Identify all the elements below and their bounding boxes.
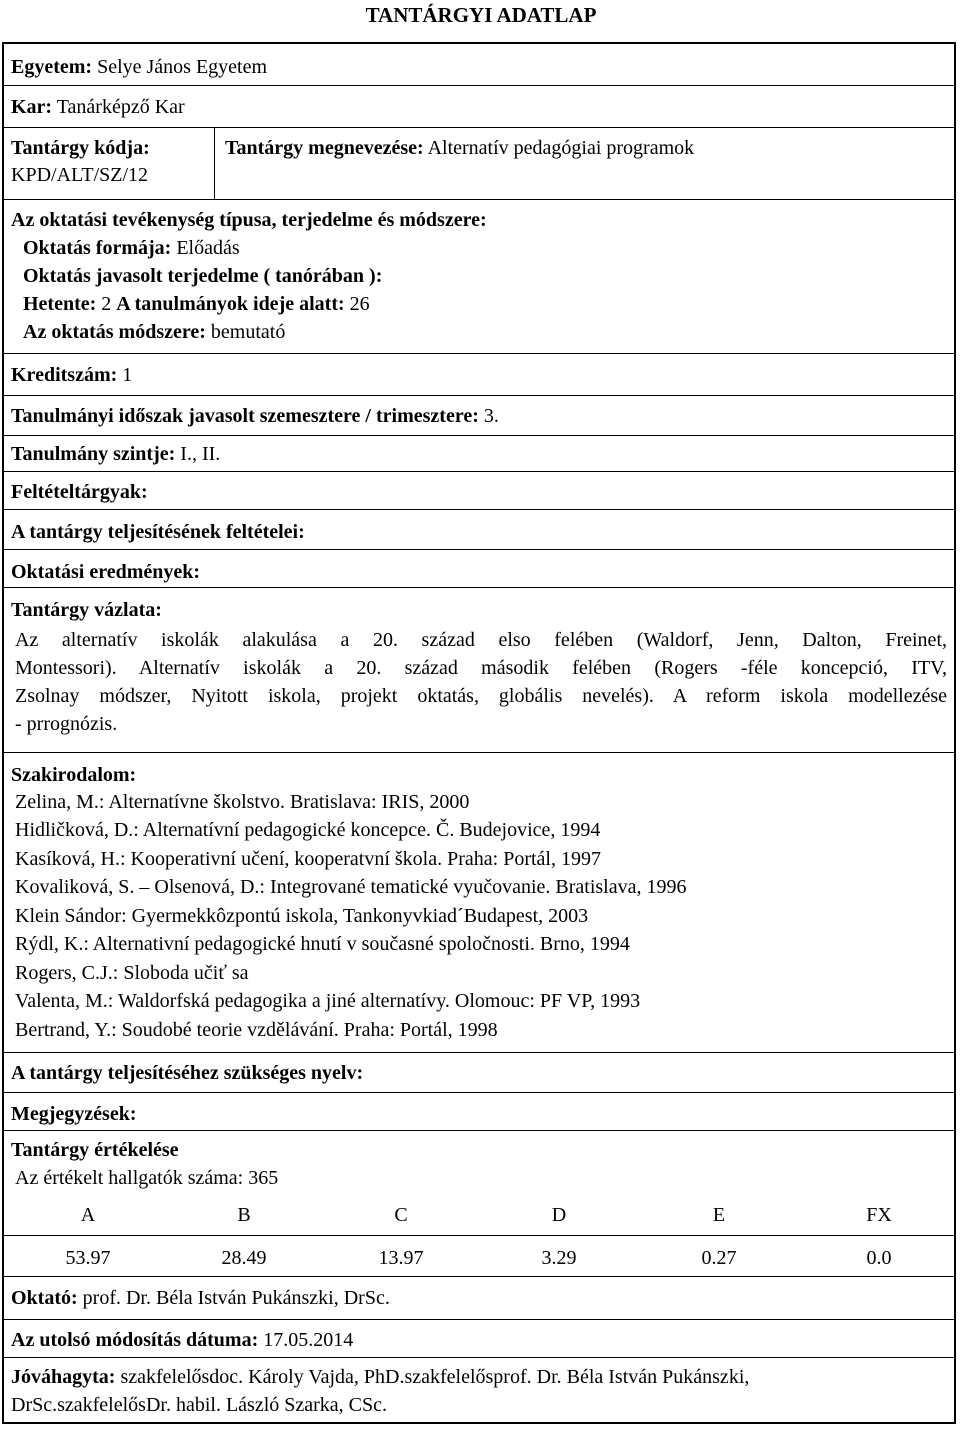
credits-label: Kreditszám: <box>11 364 118 386</box>
literature-item: Bertrand, Y.: Soudobé teorie vzdělávání. Praha: Portál, 1998 <box>15 1019 498 1041</box>
semester-row <box>4 396 954 436</box>
teacher-label: Oktató: <box>11 1287 78 1309</box>
literature-item: Hidličková, D.: Alternatívní pedagogické koncepce. Č. Budejovice, 1994 <box>15 819 601 841</box>
level-row <box>4 436 954 472</box>
total-value: 26 <box>349 293 370 315</box>
semester-value: 3. <box>483 405 499 427</box>
faculty-value: Tanárképző Kar <box>56 96 185 118</box>
course-name-value: Alternatív pedagógiai programok <box>427 137 695 159</box>
requirements-row <box>4 510 954 550</box>
approved-line-2: DrSc.szakfelelősDr. habil. László Szarka, CSc. <box>11 1394 388 1416</box>
literature-item: Rogers, C.J.: Sloboda učiť sa <box>15 962 249 984</box>
notes-row <box>4 1093 954 1131</box>
outline-line: Az alternatív iskolák alakulása a 20. század elso felében (Waldorf, Jenn, Dalton, Freinet, <box>15 629 947 651</box>
grade-table <box>4 1193 954 1277</box>
literature-item: Kasíková, H.: Kooperativní učení, kooperatvní škola. Praha: Portál, 1997 <box>15 848 601 870</box>
grade-value: 3.29 <box>541 1247 577 1269</box>
literature-row <box>4 753 954 1053</box>
teaching-form-label: Oktatás formája: <box>23 237 172 259</box>
total-label: A tanulmányok ideje alatt: <box>116 293 345 315</box>
outline-line: Zsolnay módszer, Nyitott iskola, projekt oktatás, globális nevelés). A reform iskola modellezése <box>15 685 947 707</box>
modified-value: 17.05.2014 <box>263 1329 354 1351</box>
course-code-cell <box>4 128 215 199</box>
credits-row <box>4 354 954 396</box>
method-label: Az oktatás módszere: <box>23 321 206 343</box>
teaching-row <box>4 200 954 354</box>
literature-item: Zelina, M.: Alternatívne školstvo. Bratislava: IRIS, 2000 <box>15 791 470 813</box>
literature-item: Klein Sándor: Gyermekkôzpontú iskola, Tankonyvkiad´Budapest, 2003 <box>15 905 589 927</box>
literature-item: Kovaliková, S. – Olsenová, D.: Integrované tematické vyučovanie. Bratislava, 1996 <box>15 876 687 898</box>
modified-label: Az utolsó módosítás dátuma: <box>11 1329 259 1351</box>
outline-line: Montessori). Alternatív iskolák a 20. század második felében (Rogers -féle koncepció, ITV, <box>15 657 947 679</box>
evaluation-row <box>4 1131 954 1320</box>
modified-row <box>4 1320 954 1358</box>
approved-row <box>4 1358 954 1422</box>
grade-header: C <box>394 1204 408 1226</box>
outline-row <box>4 588 954 753</box>
requirements-label: A tantárgy teljesítésének feltételei: <box>11 521 305 543</box>
approved-line-1: szakfelelősdoc. Károly Vajda, PhD.szakfelelősprof. Dr. Béla István Pukánszki, <box>120 1366 750 1388</box>
page-title: TANTÁRGYI ADATLAP <box>365 3 597 27</box>
grade-header: FX <box>866 1204 892 1226</box>
weekly-label: Hetente: <box>23 293 97 315</box>
course-name-label: Tantárgy megnevezése: <box>225 137 424 159</box>
credits-value: 1 <box>122 364 133 386</box>
literature-item: Rýdl, K.: Alternativní pedagogické hnutí v současné spoločnosti. Brno, 1994 <box>15 933 630 955</box>
approved-label: Jóváhagyta: <box>11 1366 116 1388</box>
semester-label: Tanulmányi időszak javasolt szemesztere / trimesztere: <box>11 405 479 427</box>
teaching-heading: Az oktatási tevékenység típusa, terjedelme és módszere: <box>11 209 487 231</box>
evaluation-label: Tantárgy értékelése <box>11 1139 179 1161</box>
language-label: A tantárgy teljesítéséhez szükséges nyelv: <box>11 1062 364 1084</box>
outcomes-row <box>4 550 954 588</box>
teaching-form-value: Előadás <box>176 237 240 259</box>
weekly-value: 2 <box>101 293 112 315</box>
faculty-label: Kar: <box>11 96 53 118</box>
prerequisites-row <box>4 472 954 510</box>
course-sheet <box>2 42 956 1424</box>
grade-value: 0.27 <box>701 1247 737 1269</box>
course-name-cell <box>215 128 954 199</box>
language-row <box>4 1053 954 1093</box>
literature-label: Szakirodalom: <box>11 764 137 786</box>
outline-label: Tantárgy vázlata: <box>11 599 162 621</box>
course-code-label: Tantárgy kódja: <box>11 137 150 159</box>
level-label: Tanulmány szintje: <box>11 443 176 465</box>
course-row <box>4 128 954 200</box>
grade-value: 53.97 <box>65 1247 111 1269</box>
university-row <box>4 44 954 86</box>
grade-value: 13.97 <box>378 1247 424 1269</box>
grade-header: B <box>237 1204 251 1226</box>
grade-header: E <box>712 1204 726 1226</box>
method-value: bemutató <box>210 321 286 343</box>
level-value: I., II. <box>180 443 221 465</box>
outcomes-label: Oktatási eredmények: <box>11 561 201 583</box>
university-value: Selye János Egyetem <box>97 56 268 78</box>
course-code-value: KPD/ALT/SZ/12 <box>11 164 149 186</box>
literature-item: Valenta, M.: Waldorfská pedagogika a jiné alternatívy. Olomouc: PF VP, 1993 <box>15 990 641 1012</box>
evaluated-count: Az értékelt hallgatók száma: 365 <box>15 1167 279 1189</box>
grade-header: D <box>551 1204 567 1226</box>
outline-line: - prrognózis. <box>15 713 118 735</box>
faculty-row <box>4 86 954 128</box>
grade-value: 28.49 <box>221 1247 267 1269</box>
grade-header: A <box>80 1204 96 1226</box>
prerequisites-label: Feltételtárgyak: <box>11 481 148 503</box>
grade-value: 0.0 <box>866 1247 892 1269</box>
teaching-scope-label: Oktatás javasolt terjedelme ( tanórában ): <box>23 265 383 287</box>
university-label: Egyetem: <box>11 56 93 78</box>
notes-label: Megjegyzések: <box>11 1103 137 1125</box>
teacher-value: prof. Dr. Béla István Pukánszki, DrSc. <box>82 1287 390 1309</box>
